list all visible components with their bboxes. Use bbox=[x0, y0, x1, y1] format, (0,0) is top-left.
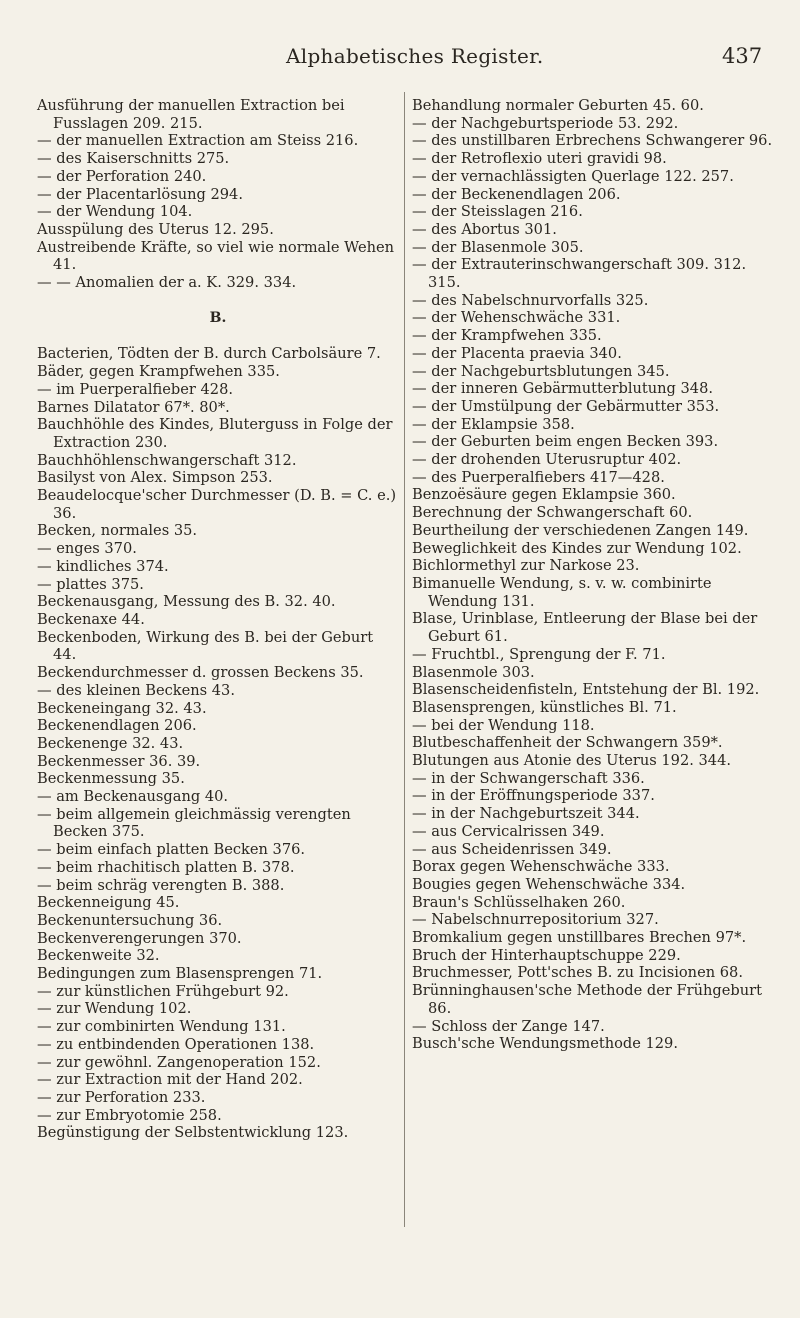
index-entry: Berechnung der Schwangerschaft 60. bbox=[412, 504, 693, 522]
index-entry: — der Wendung 104. bbox=[37, 203, 193, 221]
index-entry: — kindliches 374. bbox=[37, 557, 169, 575]
index-entry: Bedingungen zum Blasensprengen 71. bbox=[37, 965, 323, 983]
index-entry: — Fruchtbl., Sprengung der F. 71. bbox=[412, 645, 666, 663]
index-entry: Beckenenge 32. 43. bbox=[37, 734, 184, 752]
page-number: 437 bbox=[722, 44, 763, 68]
index-entry: Beckenmessung 35. bbox=[37, 770, 185, 788]
index-entry: — zur gewöhnl. Zangenoperation 152. bbox=[37, 1053, 321, 1071]
index-entry: Beckenboden, Wirkung des B. bei der Geburt 44. bbox=[37, 628, 374, 664]
index-entry: — der Eklampsie 358. bbox=[412, 415, 575, 433]
left-column bbox=[37, 97, 399, 1142]
index-entry: Begünstigung der Selbstentwicklung 123. bbox=[37, 1124, 349, 1142]
index-entry: Beaudelocque'scher Durchmesser (D. B. = C. e.) 36. bbox=[37, 487, 397, 522]
index-entry: — der Wehenschwäche 331. bbox=[412, 309, 621, 327]
index-entry: Beckenverengerungen 370. bbox=[37, 929, 242, 947]
index-entry: Bauchhöhle des Kindes, Bluterguss in Folge der Extraction 230. bbox=[37, 416, 393, 451]
index-entry: — in der Nachgeburtszeit 344. bbox=[412, 805, 640, 823]
index-entry: Beckenaxe 44. bbox=[37, 610, 145, 628]
index-entry: — der manuellen Extraction am Steiss 216. bbox=[37, 132, 359, 150]
index-entry: — bei der Wendung 118. bbox=[412, 716, 595, 734]
index-entry: — zur Wendung 102. bbox=[37, 1000, 192, 1018]
running-title: Alphabetisches Register. bbox=[286, 44, 544, 68]
index-entry: — der vernachlässigten Querlage 122. 257. bbox=[412, 167, 734, 185]
index-entry: Beckenmesser 36. 39. bbox=[37, 752, 201, 770]
index-entry: — der Retroflexio uteri gravidi 98. bbox=[412, 150, 667, 168]
index-entry: Bauchhöhlenschwangerschaft 312. bbox=[37, 451, 297, 469]
index-entry: — der Perforation 240. bbox=[37, 167, 207, 185]
index-entry: Blasenmole 303. bbox=[412, 663, 535, 681]
index-entry: — zur künstlichen Frühgeburt 92. bbox=[37, 982, 289, 1000]
index-entry: — Schloss der Zange 147. bbox=[412, 1017, 605, 1035]
index-entry: — des kleinen Beckens 43. bbox=[37, 681, 235, 699]
index-entry: Braun's Schlüsselhaken 260. bbox=[412, 893, 626, 911]
index-entry: — plattes 375. bbox=[37, 575, 144, 593]
index-entry: — in der Schwangerschaft 336. bbox=[412, 769, 645, 787]
index-entry: — des unstillbaren Erbrechens Schwangerer 96. bbox=[412, 132, 773, 150]
index-entry: Bichlormethyl zur Narkose 23. bbox=[412, 557, 640, 575]
index-entry: Beckenendlagen 206. bbox=[37, 717, 197, 735]
index-entry: — zur Perforation 233. bbox=[37, 1088, 206, 1106]
index-entry: Bruchmesser, Pott'sches B. zu Incisionen 68. bbox=[412, 964, 743, 982]
index-entry: Beckendurchmesser d. grossen Beckens 35. bbox=[37, 664, 364, 682]
index-entry: — der Nachgeburtsblutungen 345. bbox=[412, 362, 670, 380]
index-entry: — der Placenta praevia 340. bbox=[412, 344, 622, 362]
index-entry: — zur Extraction mit der Hand 202. bbox=[37, 1071, 303, 1089]
index-entry: — aus Cervicalrissen 349. bbox=[412, 822, 605, 840]
index-entry: — zur combinirten Wendung 131. bbox=[37, 1018, 286, 1036]
index-entry: — Nabelschnurrepositorium 327. bbox=[412, 911, 659, 929]
index-entry: Beweglichkeit des Kindes zur Wendung 102. bbox=[412, 539, 742, 557]
index-entry: Ausspülung des Uterus 12. 295. bbox=[37, 220, 274, 238]
index-entry: — der drohenden Uterusruptur 402. bbox=[412, 451, 682, 469]
index-entry: — der Extrauterinschwangerschaft 309. 312. 315. bbox=[412, 256, 747, 292]
index-entry: — in der Eröffnungsperiode 337. bbox=[412, 787, 655, 805]
index-entry: Beckenneigung 45. bbox=[37, 894, 180, 912]
section-letter: B. bbox=[209, 309, 227, 326]
index-entry: — des Kaiserschnitts 275. bbox=[37, 150, 230, 168]
index-entry: — aus Scheidenrissen 349. bbox=[412, 840, 612, 858]
column-divider bbox=[404, 92, 405, 1227]
index-entry: Blutbeschaffenheit der Schwangern 359*. bbox=[412, 734, 723, 752]
index-entry: — der Steisslagen 216. bbox=[412, 203, 583, 221]
index-entry: Ausführung der manuellen Extraction bei Fusslagen 209. 215. bbox=[37, 97, 345, 132]
index-entry: — — Anomalien der a. K. 329. 334. bbox=[37, 274, 297, 292]
index-entry: Beckeneingang 32. 43. bbox=[37, 699, 207, 717]
index-entry: Blasensprengen, künstliches Bl. 71. bbox=[412, 698, 677, 716]
index-entry: Benzoësäure gegen Eklampsie 360. bbox=[412, 486, 676, 504]
index-entry: Bruch der Hinterhauptschuppe 229. bbox=[412, 946, 681, 964]
index-entry: Beckenausgang, Messung des B. 32. 40. bbox=[37, 593, 336, 611]
index-entry: — des Abortus 301. bbox=[412, 220, 557, 238]
index-entry: — beim rhachitisch platten B. 378. bbox=[37, 858, 295, 876]
index-entry: — der Placentarlösung 294. bbox=[37, 185, 243, 203]
index-entry: Bacterien, Tödten der B. durch Carbolsäure 7. bbox=[37, 345, 381, 363]
index-entry: Bromkalium gegen unstillbares Brechen 97*. bbox=[412, 929, 747, 947]
index-entry: Bäder, gegen Krampfwehen 335. bbox=[37, 363, 280, 381]
index-entry: — der Beckenendlagen 206. bbox=[412, 185, 621, 203]
index-entry: Brünninghausen'sche Methode der Frühgeburt 86. bbox=[412, 982, 762, 1017]
index-entry: — der Blasenmole 305. bbox=[412, 238, 584, 256]
index-entry: Becken, normales 35. bbox=[37, 522, 198, 540]
index-entry: Blasenscheidenfisteln, Entstehung der Bl. 192. bbox=[412, 681, 760, 699]
page-header bbox=[0, 44, 800, 74]
index-entry: Bimanuelle Wendung, s. v. w. combinirte Wendung 131. bbox=[412, 574, 712, 610]
index-entry: Beurtheilung der verschiedenen Zangen 149. bbox=[412, 521, 749, 539]
index-entry: — am Beckenausgang 40. bbox=[37, 788, 229, 806]
index-entry: — zu entbindenden Operationen 138. bbox=[37, 1035, 315, 1053]
right-column bbox=[412, 97, 774, 1053]
index-entry: Beckenweite 32. bbox=[37, 947, 160, 965]
index-entry: Basilyst von Alex. Simpson 253. bbox=[37, 469, 273, 487]
index-entry: Beckenuntersuchung 36. bbox=[37, 911, 223, 929]
index-entry: Barnes Dilatator 67*. 80*. bbox=[37, 398, 230, 416]
index-entry: — der inneren Gebärmutterblutung 348. bbox=[412, 380, 714, 398]
index-entry: — der Nachgeburtsperiode 53. 292. bbox=[412, 114, 679, 132]
index-entry: Blase, Urinblase, Entleerung der Blase bei der Geburt 61. bbox=[412, 610, 758, 646]
index-entry: — der Krampfwehen 335. bbox=[412, 327, 602, 345]
index-entry: Blutungen aus Atonie des Uterus 192. 344. bbox=[412, 752, 732, 770]
index-entry: — der Umstülpung der Gebärmutter 353. bbox=[412, 397, 720, 415]
index-entry: Borax gegen Wehenschwäche 333. bbox=[412, 858, 670, 876]
index-entry: — im Puerperalfieber 428. bbox=[37, 380, 233, 398]
index-entry: Busch'sche Wendungsmethode 129. bbox=[412, 1035, 678, 1053]
index-entry: — des Puerperalfiebers 417—428. bbox=[412, 468, 665, 486]
index-entry: — beim allgemein gleichmässig verengten Becken 375. bbox=[37, 805, 351, 841]
index-entry: — des Nabelschnurvorfalls 325. bbox=[412, 291, 649, 309]
index-entry: — beim einfach platten Becken 376. bbox=[37, 841, 306, 859]
index-entry: — der Geburten beim engen Becken 393. bbox=[412, 433, 719, 451]
index-entry: Behandlung normaler Geburten 45. 60. bbox=[412, 97, 704, 114]
index-entry: — zur Embryotomie 258. bbox=[37, 1106, 222, 1124]
index-entry: Austreibende Kräfte, so viel wie normale Wehen 41. bbox=[37, 238, 395, 274]
index-entry: Bougies gegen Wehenschwäche 334. bbox=[412, 875, 686, 893]
index-entry: — beim schräg verengten B. 388. bbox=[37, 876, 285, 894]
index-entry: — enges 370. bbox=[37, 540, 137, 558]
